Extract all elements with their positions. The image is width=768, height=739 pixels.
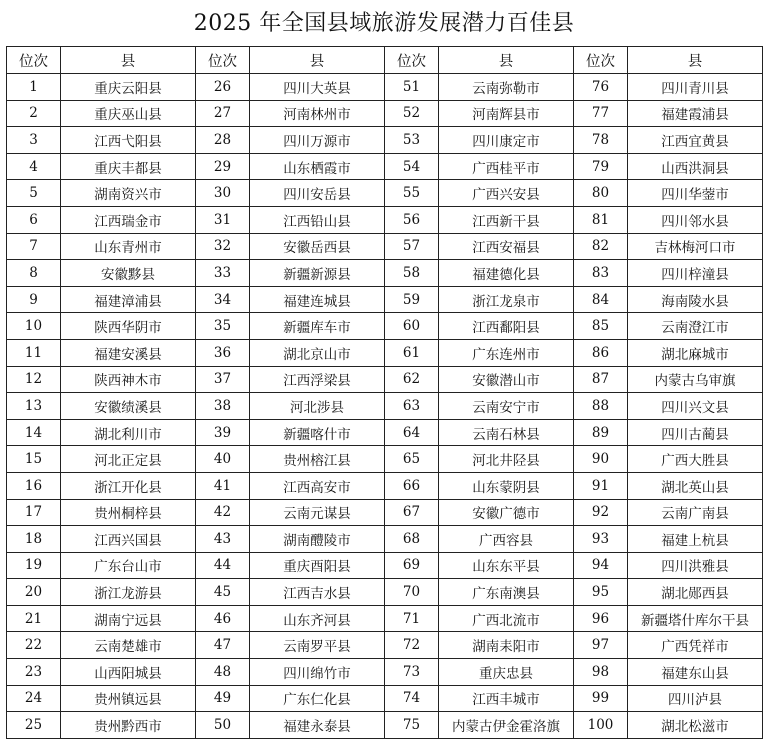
county-cell: 四川泸县 xyxy=(628,685,763,712)
county-cell: 重庆云阳县 xyxy=(61,74,196,101)
rank-cell: 17 xyxy=(7,499,61,526)
county-cell: 重庆巫山县 xyxy=(61,100,196,127)
county-cell: 贵州镇远县 xyxy=(61,685,196,712)
rank-cell: 60 xyxy=(385,313,439,340)
rank-cell: 20 xyxy=(7,579,61,606)
county-cell: 江西铅山县 xyxy=(250,206,385,233)
rank-cell: 72 xyxy=(385,632,439,659)
rank-cell: 39 xyxy=(196,419,250,446)
rank-cell: 62 xyxy=(385,366,439,393)
table-row xyxy=(7,206,763,233)
table-row xyxy=(7,100,763,127)
county-cell: 贵州桐梓县 xyxy=(61,499,196,526)
rank-cell: 56 xyxy=(385,206,439,233)
rank-cell: 37 xyxy=(196,366,250,393)
table-row xyxy=(7,526,763,553)
county-cell: 湖北郧西县 xyxy=(628,579,763,606)
rank-cell: 47 xyxy=(196,632,250,659)
county-cell: 云南澄江市 xyxy=(628,313,763,340)
rank-cell: 67 xyxy=(385,499,439,526)
rank-cell: 4 xyxy=(7,153,61,180)
rank-cell: 90 xyxy=(574,446,628,473)
header-county: 县 xyxy=(439,47,574,74)
rank-cell: 83 xyxy=(574,260,628,287)
county-cell: 湖南醴陵市 xyxy=(250,526,385,553)
county-cell: 福建连城县 xyxy=(250,286,385,313)
rank-cell: 55 xyxy=(385,180,439,207)
rank-cell: 26 xyxy=(196,74,250,101)
rank-cell: 27 xyxy=(196,100,250,127)
county-cell: 江西高安市 xyxy=(250,472,385,499)
rank-cell: 61 xyxy=(385,339,439,366)
rank-cell: 70 xyxy=(385,579,439,606)
rank-cell: 8 xyxy=(7,260,61,287)
rank-cell: 5 xyxy=(7,180,61,207)
rank-cell: 81 xyxy=(574,206,628,233)
county-cell: 云南石林县 xyxy=(439,419,574,446)
county-cell: 四川康定市 xyxy=(439,127,574,154)
rank-cell: 45 xyxy=(196,579,250,606)
rank-cell: 29 xyxy=(196,153,250,180)
county-cell: 江西瑞金市 xyxy=(61,206,196,233)
county-cell: 湖北麻城市 xyxy=(628,339,763,366)
rank-cell: 51 xyxy=(385,74,439,101)
county-cell: 福建东山县 xyxy=(628,659,763,686)
county-cell: 海南陵水县 xyxy=(628,286,763,313)
county-cell: 广东连州市 xyxy=(439,339,574,366)
county-cell: 贵州黔西市 xyxy=(61,712,196,739)
table-row xyxy=(7,339,763,366)
rank-cell: 79 xyxy=(574,153,628,180)
table-row xyxy=(7,233,763,260)
county-cell: 四川兴文县 xyxy=(628,393,763,420)
table-body xyxy=(7,74,763,739)
rank-cell: 80 xyxy=(574,180,628,207)
county-cell: 江西弋阳县 xyxy=(61,127,196,154)
rank-cell: 24 xyxy=(7,685,61,712)
rank-cell: 40 xyxy=(196,446,250,473)
table-row xyxy=(7,260,763,287)
county-cell: 湖南宁远县 xyxy=(61,605,196,632)
rank-cell: 85 xyxy=(574,313,628,340)
rank-cell: 64 xyxy=(385,419,439,446)
rank-cell: 44 xyxy=(196,552,250,579)
county-cell: 四川邻水县 xyxy=(628,206,763,233)
county-cell: 重庆丰都县 xyxy=(61,153,196,180)
rank-cell: 32 xyxy=(196,233,250,260)
rank-cell: 15 xyxy=(7,446,61,473)
rank-cell: 11 xyxy=(7,339,61,366)
county-cell: 浙江龙泉市 xyxy=(439,286,574,313)
county-cell: 河南辉县市 xyxy=(439,100,574,127)
county-cell: 四川青川县 xyxy=(628,74,763,101)
county-cell: 四川绵竹市 xyxy=(250,659,385,686)
county-cell: 云南元谋县 xyxy=(250,499,385,526)
county-cell: 广西大胜县 xyxy=(628,446,763,473)
county-cell: 广西北流市 xyxy=(439,605,574,632)
county-cell: 湖北松滋市 xyxy=(628,712,763,739)
county-cell: 新疆塔什库尔干县 xyxy=(628,605,763,632)
county-cell: 云南安宁市 xyxy=(439,393,574,420)
table-row xyxy=(7,366,763,393)
county-cell: 山西阳城县 xyxy=(61,659,196,686)
rank-cell: 100 xyxy=(574,712,628,739)
rank-cell: 34 xyxy=(196,286,250,313)
rank-cell: 21 xyxy=(7,605,61,632)
rank-cell: 23 xyxy=(7,659,61,686)
county-cell: 广东南澳县 xyxy=(439,579,574,606)
county-cell: 云南弥勒市 xyxy=(439,74,574,101)
county-cell: 江西吉水县 xyxy=(250,579,385,606)
county-cell: 陕西华阴市 xyxy=(61,313,196,340)
county-cell: 重庆忠县 xyxy=(439,659,574,686)
table-header-row xyxy=(7,47,763,74)
county-cell: 广西兴安县 xyxy=(439,180,574,207)
county-cell: 四川梓潼县 xyxy=(628,260,763,287)
county-cell: 江西丰城市 xyxy=(439,685,574,712)
county-cell: 福建霞浦县 xyxy=(628,100,763,127)
county-cell: 浙江龙游县 xyxy=(61,579,196,606)
county-cell: 云南广南县 xyxy=(628,499,763,526)
county-cell: 山东蒙阴县 xyxy=(439,472,574,499)
table-row xyxy=(7,446,763,473)
table-row xyxy=(7,419,763,446)
county-cell: 河南林州市 xyxy=(250,100,385,127)
county-cell: 广东台山市 xyxy=(61,552,196,579)
rank-cell: 19 xyxy=(7,552,61,579)
rank-cell: 92 xyxy=(574,499,628,526)
rank-cell: 59 xyxy=(385,286,439,313)
rank-cell: 87 xyxy=(574,366,628,393)
county-cell: 吉林梅河口市 xyxy=(628,233,763,260)
rank-cell: 22 xyxy=(7,632,61,659)
rank-cell: 76 xyxy=(574,74,628,101)
rank-cell: 16 xyxy=(7,472,61,499)
county-cell: 云南罗平县 xyxy=(250,632,385,659)
county-cell: 安徽广德市 xyxy=(439,499,574,526)
table-row xyxy=(7,74,763,101)
county-cell: 湖南耒阳市 xyxy=(439,632,574,659)
county-cell: 四川万源市 xyxy=(250,127,385,154)
table-row xyxy=(7,579,763,606)
rank-cell: 82 xyxy=(574,233,628,260)
county-cell: 广西容县 xyxy=(439,526,574,553)
county-cell: 河北正定县 xyxy=(61,446,196,473)
county-cell: 山西洪洞县 xyxy=(628,153,763,180)
rank-cell: 73 xyxy=(385,659,439,686)
table-row xyxy=(7,499,763,526)
rank-cell: 78 xyxy=(574,127,628,154)
rank-cell: 31 xyxy=(196,206,250,233)
rank-cell: 35 xyxy=(196,313,250,340)
rank-cell: 48 xyxy=(196,659,250,686)
county-cell: 重庆酉阳县 xyxy=(250,552,385,579)
county-cell: 湖北英山县 xyxy=(628,472,763,499)
county-cell: 贵州榕江县 xyxy=(250,446,385,473)
rank-cell: 89 xyxy=(574,419,628,446)
rank-cell: 71 xyxy=(385,605,439,632)
county-cell: 广西桂平市 xyxy=(439,153,574,180)
table-row xyxy=(7,552,763,579)
county-cell: 四川华蓥市 xyxy=(628,180,763,207)
rank-cell: 6 xyxy=(7,206,61,233)
county-cell: 新疆库车市 xyxy=(250,313,385,340)
county-cell: 四川安岳县 xyxy=(250,180,385,207)
rank-cell: 3 xyxy=(7,127,61,154)
rank-cell: 33 xyxy=(196,260,250,287)
county-cell: 江西兴国县 xyxy=(61,526,196,553)
rank-cell: 52 xyxy=(385,100,439,127)
county-cell: 新疆新源县 xyxy=(250,260,385,287)
table-row xyxy=(7,712,763,739)
header-county: 县 xyxy=(250,47,385,74)
rank-cell: 96 xyxy=(574,605,628,632)
rank-cell: 88 xyxy=(574,393,628,420)
rank-cell: 54 xyxy=(385,153,439,180)
header-rank: 位次 xyxy=(574,47,628,74)
page-title: 2025 年全国县域旅游发展潜力百佳县 xyxy=(193,11,575,36)
rank-cell: 63 xyxy=(385,393,439,420)
rank-cell: 9 xyxy=(7,286,61,313)
rank-cell: 94 xyxy=(574,552,628,579)
rank-cell: 68 xyxy=(385,526,439,553)
rank-cell: 91 xyxy=(574,472,628,499)
table-row xyxy=(7,393,763,420)
rank-cell: 77 xyxy=(574,100,628,127)
table-row xyxy=(7,685,763,712)
rank-cell: 66 xyxy=(385,472,439,499)
county-cell: 四川大英县 xyxy=(250,74,385,101)
county-cell: 福建上杭县 xyxy=(628,526,763,553)
rank-cell: 43 xyxy=(196,526,250,553)
table-row xyxy=(7,632,763,659)
county-cell: 江西浮梁县 xyxy=(250,366,385,393)
county-cell: 湖北京山市 xyxy=(250,339,385,366)
rank-cell: 7 xyxy=(7,233,61,260)
rank-cell: 14 xyxy=(7,419,61,446)
county-cell: 山东青州市 xyxy=(61,233,196,260)
rank-cell: 69 xyxy=(385,552,439,579)
county-cell: 山东齐河县 xyxy=(250,605,385,632)
header-rank: 位次 xyxy=(7,47,61,74)
table-row xyxy=(7,313,763,340)
county-cell: 广西凭祥市 xyxy=(628,632,763,659)
county-cell: 山东栖霞市 xyxy=(250,153,385,180)
rank-cell: 50 xyxy=(196,712,250,739)
table-row xyxy=(7,472,763,499)
rank-cell: 84 xyxy=(574,286,628,313)
ranking-table xyxy=(6,46,763,739)
rank-cell: 18 xyxy=(7,526,61,553)
rank-cell: 57 xyxy=(385,233,439,260)
county-cell: 河北涉县 xyxy=(250,393,385,420)
county-cell: 内蒙古乌审旗 xyxy=(628,366,763,393)
county-cell: 内蒙古伊金霍洛旗 xyxy=(439,712,574,739)
county-cell: 江西鄱阳县 xyxy=(439,313,574,340)
county-cell: 江西宜黄县 xyxy=(628,127,763,154)
rank-cell: 49 xyxy=(196,685,250,712)
county-cell: 安徽黟县 xyxy=(61,260,196,287)
rank-cell: 58 xyxy=(385,260,439,287)
county-cell: 新疆喀什市 xyxy=(250,419,385,446)
header-rank: 位次 xyxy=(196,47,250,74)
rank-cell: 53 xyxy=(385,127,439,154)
header-county: 县 xyxy=(61,47,196,74)
table-row xyxy=(7,153,763,180)
rank-cell: 86 xyxy=(574,339,628,366)
rank-cell: 99 xyxy=(574,685,628,712)
county-cell: 福建德化县 xyxy=(439,260,574,287)
county-cell: 福建永泰县 xyxy=(250,712,385,739)
rank-cell: 25 xyxy=(7,712,61,739)
county-cell: 江西新干县 xyxy=(439,206,574,233)
rank-cell: 46 xyxy=(196,605,250,632)
rank-cell: 98 xyxy=(574,659,628,686)
county-cell: 广东仁化县 xyxy=(250,685,385,712)
header-county: 县 xyxy=(628,47,763,74)
rank-cell: 95 xyxy=(574,579,628,606)
rank-cell: 10 xyxy=(7,313,61,340)
county-cell: 福建安溪县 xyxy=(61,339,196,366)
county-cell: 湖北利川市 xyxy=(61,419,196,446)
rank-cell: 65 xyxy=(385,446,439,473)
county-cell: 安徽潜山市 xyxy=(439,366,574,393)
county-cell: 云南楚雄市 xyxy=(61,632,196,659)
table-row xyxy=(7,659,763,686)
rank-cell: 42 xyxy=(196,499,250,526)
rank-cell: 97 xyxy=(574,632,628,659)
county-cell: 安徽岳西县 xyxy=(250,233,385,260)
table-row xyxy=(7,605,763,632)
county-cell: 陕西神木市 xyxy=(61,366,196,393)
rank-cell: 1 xyxy=(7,74,61,101)
rank-cell: 36 xyxy=(196,339,250,366)
rank-cell: 12 xyxy=(7,366,61,393)
header-rank: 位次 xyxy=(385,47,439,74)
table-row xyxy=(7,286,763,313)
rank-cell: 30 xyxy=(196,180,250,207)
county-cell: 四川古蔺县 xyxy=(628,419,763,446)
rank-cell: 75 xyxy=(385,712,439,739)
county-cell: 浙江开化县 xyxy=(61,472,196,499)
county-cell: 河北井陉县 xyxy=(439,446,574,473)
rank-cell: 93 xyxy=(574,526,628,553)
rank-cell: 2 xyxy=(7,100,61,127)
table-row xyxy=(7,180,763,207)
county-cell: 福建漳浦县 xyxy=(61,286,196,313)
county-cell: 湖南资兴市 xyxy=(61,180,196,207)
county-cell: 江西安福县 xyxy=(439,233,574,260)
rank-cell: 38 xyxy=(196,393,250,420)
rank-cell: 41 xyxy=(196,472,250,499)
rank-cell: 74 xyxy=(385,685,439,712)
rank-cell: 13 xyxy=(7,393,61,420)
county-cell: 四川洪雅县 xyxy=(628,552,763,579)
county-cell: 安徽绩溪县 xyxy=(61,393,196,420)
table-row xyxy=(7,127,763,154)
rank-cell: 28 xyxy=(196,127,250,154)
county-cell: 山东东平县 xyxy=(439,552,574,579)
